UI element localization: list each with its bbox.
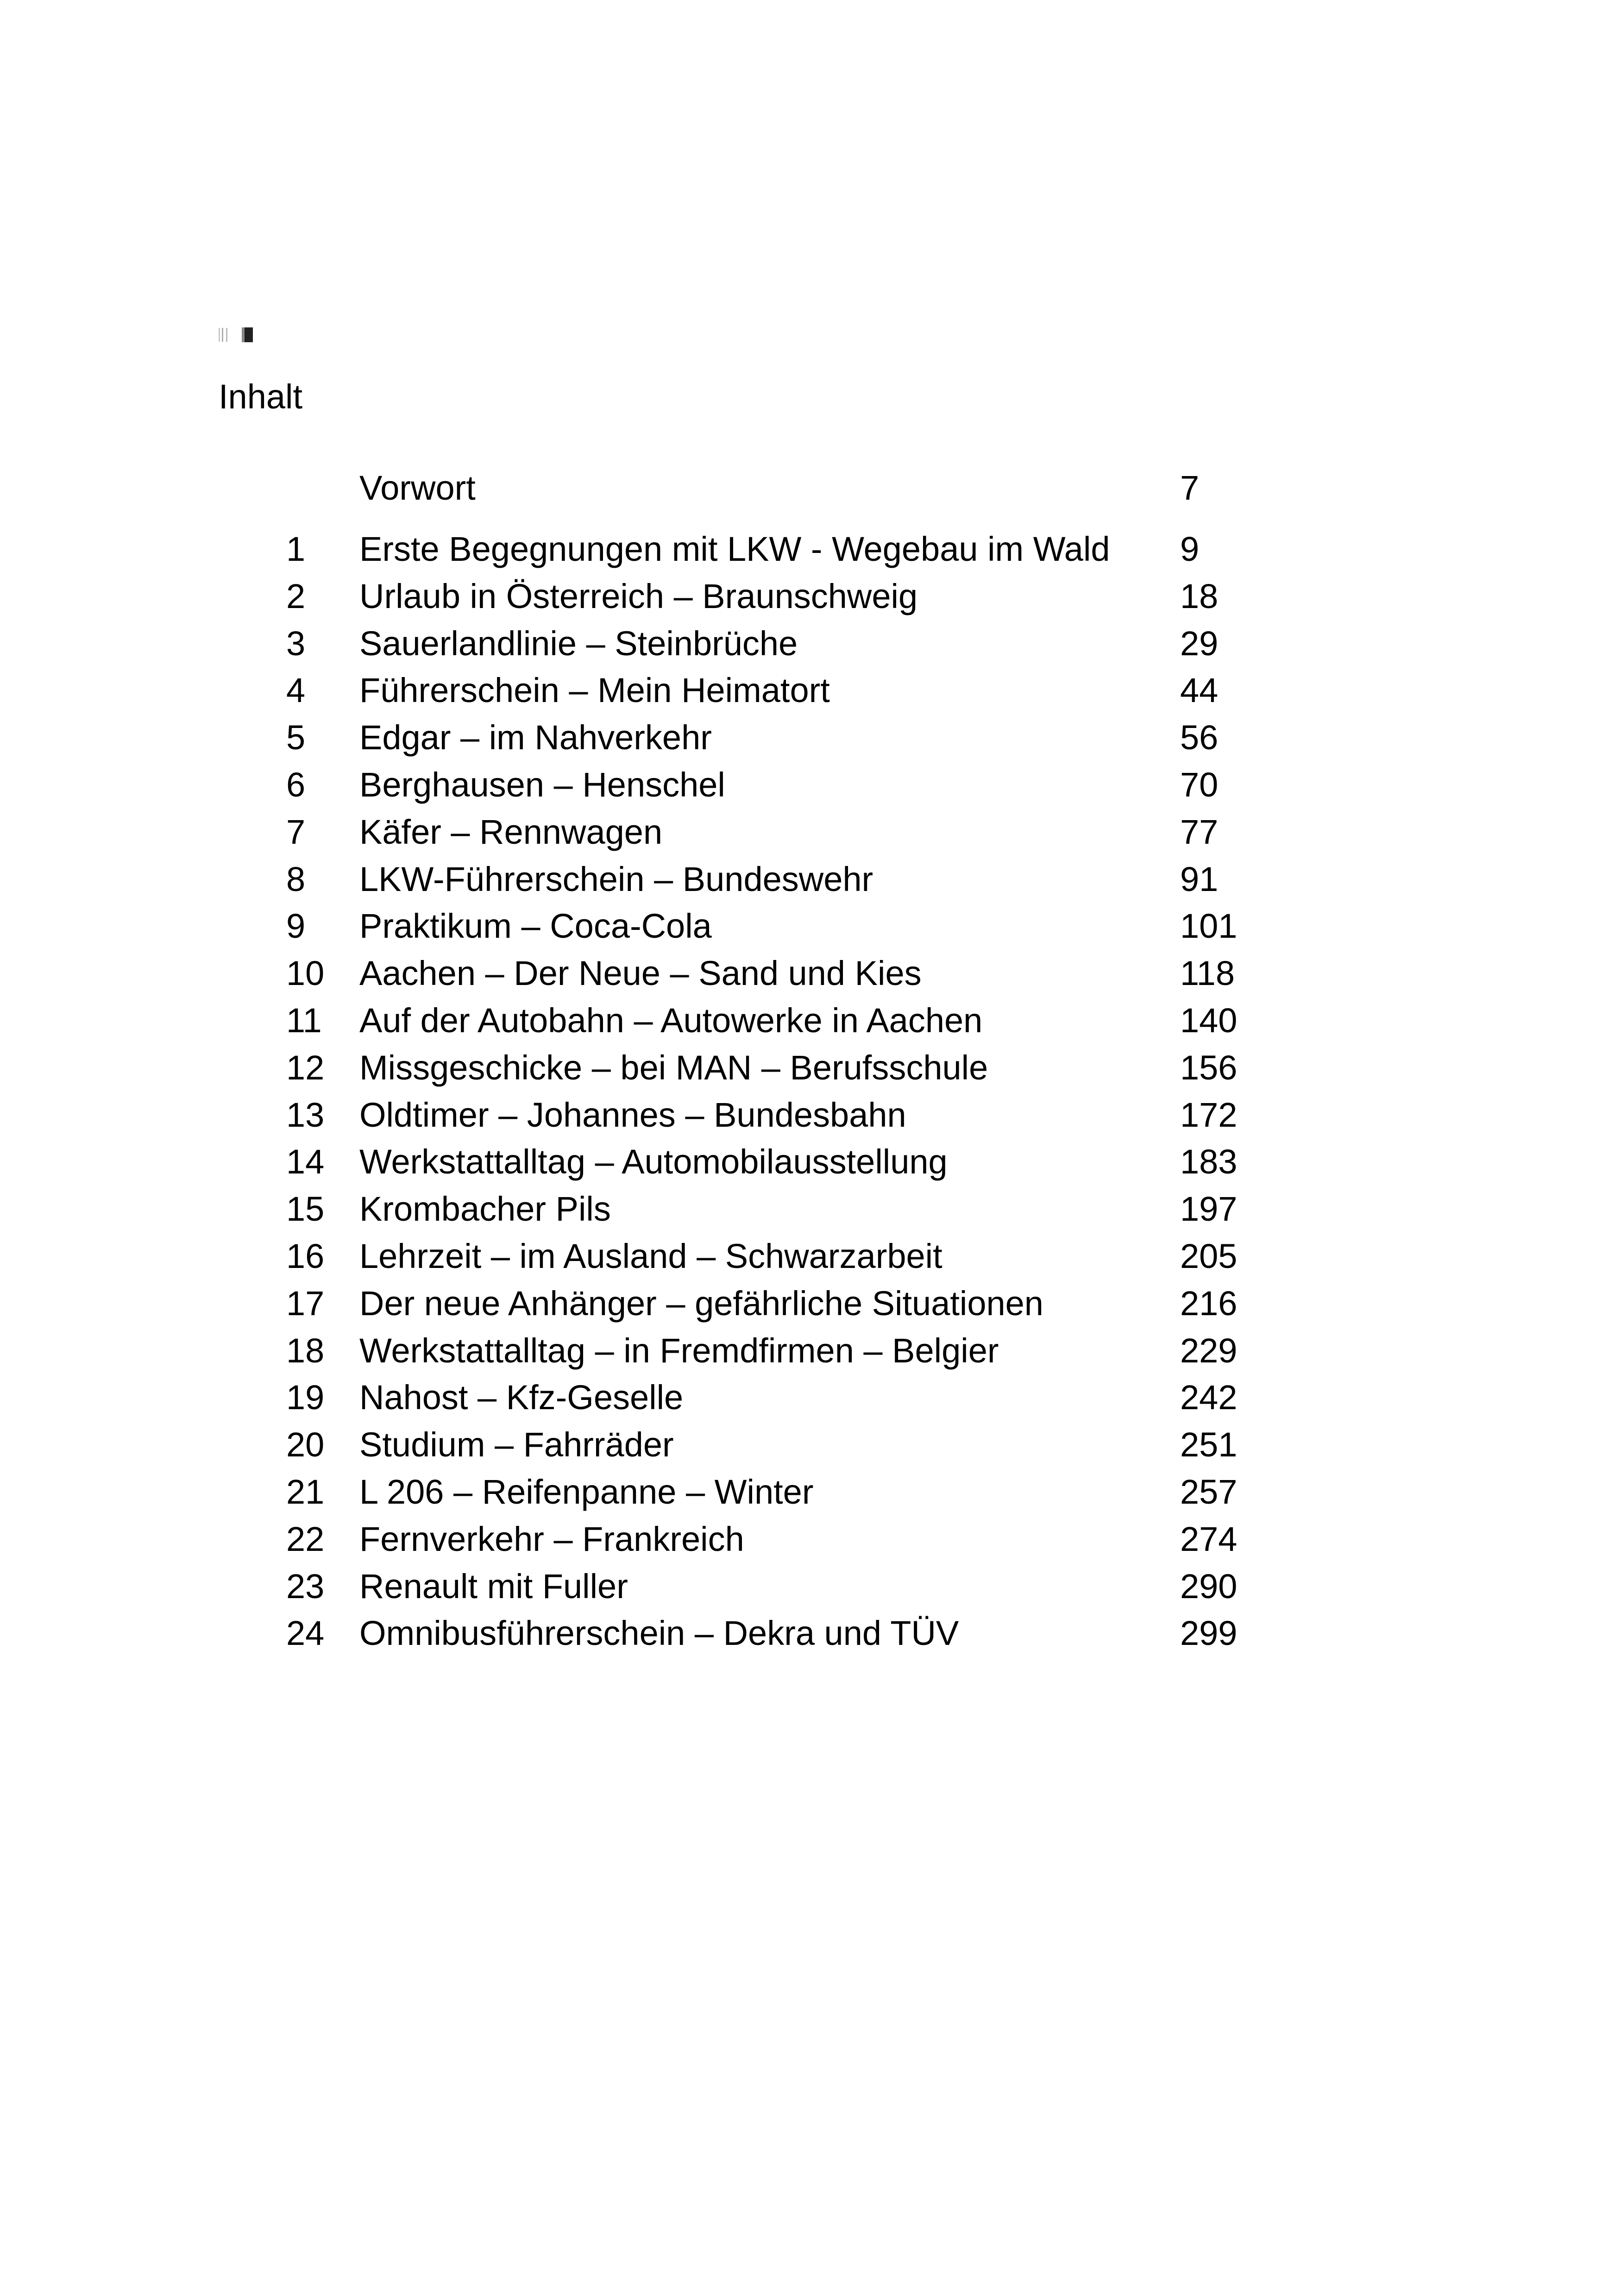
toc-entry-title: Edgar – im Nahverkehr: [359, 718, 712, 757]
toc-entry: [0, 809, 1621, 855]
toc-entry-page-number: 156: [1180, 1048, 1238, 1087]
toc-entry-title: Werkstattalltag – Automobilausstellung: [359, 1142, 948, 1181]
toc-entry-page-number: 257: [1180, 1473, 1238, 1511]
toc-entry-number: 19: [286, 1378, 325, 1417]
toc-entry: [0, 1233, 1621, 1280]
toc-entry-number: 3: [286, 624, 306, 663]
toc-entry-number: 23: [286, 1567, 325, 1606]
toc-entry: [0, 1186, 1621, 1232]
toc-entry-number: 18: [286, 1331, 325, 1370]
toc-entry-title: Auf der Autobahn – Autowerke in Aachen: [359, 1001, 983, 1040]
toc-entry-title: Der neue Anhänger – gefährliche Situationen: [359, 1284, 1043, 1323]
toc-entry-number: 16: [286, 1237, 325, 1275]
scan-artifact-mark: [242, 327, 253, 342]
toc-entry-page-number: 290: [1180, 1567, 1238, 1606]
toc-entry-number: 6: [286, 765, 306, 804]
toc-entry-title: Urlaub in Österreich – Braunschweig: [359, 577, 918, 615]
toc-entry-page-number: 77: [1180, 813, 1219, 851]
toc-entry-number: 21: [286, 1473, 325, 1511]
toc-entry: [0, 1422, 1621, 1468]
toc-entry-title: Nahost – Kfz-Geselle: [359, 1378, 684, 1417]
toc-entry-number: 15: [286, 1190, 325, 1228]
toc-entry-number: 17: [286, 1284, 325, 1323]
toc-entry: [0, 667, 1621, 714]
toc-entry: [0, 526, 1621, 572]
toc-entry: [0, 1139, 1621, 1185]
toc-entry-page-number: 205: [1180, 1237, 1238, 1275]
toc-entry-page-number: 242: [1180, 1378, 1238, 1417]
toc-entry: [0, 1045, 1621, 1091]
toc-entry-number: 9: [286, 907, 306, 945]
toc-entry-page-number: 70: [1180, 765, 1219, 804]
toc-entry: [0, 950, 1621, 997]
toc-entry-page-number: 18: [1180, 577, 1219, 615]
toc-entry: [0, 573, 1621, 620]
toc-entry-number: 22: [286, 1520, 325, 1558]
toc-entry-title: Krombacher Pils: [359, 1190, 611, 1228]
toc-entry-page-number: 91: [1180, 860, 1219, 898]
toc-entry-number: 4: [286, 671, 306, 709]
toc-entry-number: 12: [286, 1048, 325, 1087]
toc-entry-title: LKW-Führerschein – Bundeswehr: [359, 860, 873, 898]
toc-entry-title: Renault mit Fuller: [359, 1567, 628, 1606]
toc-entry: [0, 715, 1621, 761]
page-title: Inhalt: [219, 377, 303, 416]
toc-entry-title: Vorwort: [359, 469, 476, 507]
toc-entry: [0, 1516, 1621, 1562]
toc-entry-page-number: 251: [1180, 1425, 1238, 1464]
toc-entry-number: 7: [286, 813, 306, 851]
toc-entry-number: 2: [286, 577, 306, 615]
toc-entry-number: 5: [286, 718, 306, 757]
toc-entry-page-number: 216: [1180, 1284, 1238, 1323]
toc-entry-page-number: 229: [1180, 1331, 1238, 1370]
toc-entry-page-number: 197: [1180, 1190, 1238, 1228]
toc-entry: [0, 997, 1621, 1044]
toc-entry-page-number: 9: [1180, 530, 1200, 568]
toc-entry: [0, 1563, 1621, 1610]
toc-entry-title: Erste Begegnungen mit LKW - Wegebau im Wald: [359, 530, 1110, 568]
scan-artifact-marks: [219, 327, 253, 343]
toc-entry: [0, 856, 1621, 903]
toc-entry-title: Werkstattalltag – in Fremdfirmen – Belgier: [359, 1331, 999, 1370]
toc-entry-title: Missgeschicke – bei MAN – Berufsschule: [359, 1048, 988, 1087]
toc-entry: [0, 1374, 1621, 1421]
toc-entry: [0, 1469, 1621, 1515]
toc-entry-preface: [0, 465, 1621, 511]
toc-entry-title: Aachen – Der Neue – Sand und Kies: [359, 954, 922, 992]
toc-entry-number: 1: [286, 530, 306, 568]
toc-entry-number: 14: [286, 1142, 325, 1181]
toc-entry-page-number: 101: [1180, 907, 1238, 945]
toc-entry: [0, 621, 1621, 667]
toc-entry-page-number: 299: [1180, 1614, 1238, 1652]
toc-entry-number: 20: [286, 1425, 325, 1464]
toc-entry: [0, 903, 1621, 949]
toc-entry-title: Führerschein – Mein Heimatort: [359, 671, 830, 709]
toc-entry-page-number: 183: [1180, 1142, 1238, 1181]
toc-entry-title: Oldtimer – Johannes – Bundesbahn: [359, 1096, 906, 1134]
toc-entry-title: Praktikum – Coca-Cola: [359, 907, 712, 945]
toc-entry-number: 24: [286, 1614, 325, 1652]
toc-entry-number: 13: [286, 1096, 325, 1134]
toc-entry-title: L 206 – Reifenpanne – Winter: [359, 1473, 814, 1511]
toc-entry-title: Omnibusführerschein – Dekra und TÜV: [359, 1614, 959, 1652]
toc-entry-title: Studium – Fahrräder: [359, 1425, 674, 1464]
toc-entry-page-number: 140: [1180, 1001, 1238, 1040]
scan-artifact-mark: [219, 328, 231, 342]
toc-entry-title: Berghausen – Henschel: [359, 765, 725, 804]
toc-entry-page-number: 7: [1180, 469, 1200, 507]
toc-entry: [0, 1092, 1621, 1138]
toc-entry: [0, 1280, 1621, 1327]
toc-entry: [0, 1328, 1621, 1374]
toc-entry-number: 8: [286, 860, 306, 898]
toc-entry-title: Sauerlandlinie – Steinbrüche: [359, 624, 798, 663]
toc-entry-title: Lehrzeit – im Ausland – Schwarzarbeit: [359, 1237, 942, 1275]
toc-entry-title: Fernverkehr – Frankreich: [359, 1520, 744, 1558]
toc-entry: [0, 1610, 1621, 1656]
toc-entry-title: Käfer – Rennwagen: [359, 813, 663, 851]
toc-entry-page-number: 56: [1180, 718, 1219, 757]
toc-entry-page-number: 29: [1180, 624, 1219, 663]
toc-entry-number: 10: [286, 954, 325, 992]
toc-entry-page-number: 44: [1180, 671, 1219, 709]
toc-entry-page-number: 118: [1180, 954, 1235, 992]
toc-entry-number: 11: [286, 1001, 322, 1040]
toc-entry-page-number: 172: [1180, 1096, 1238, 1134]
toc-entry: [0, 762, 1621, 808]
toc-entry-page-number: 274: [1180, 1520, 1238, 1558]
